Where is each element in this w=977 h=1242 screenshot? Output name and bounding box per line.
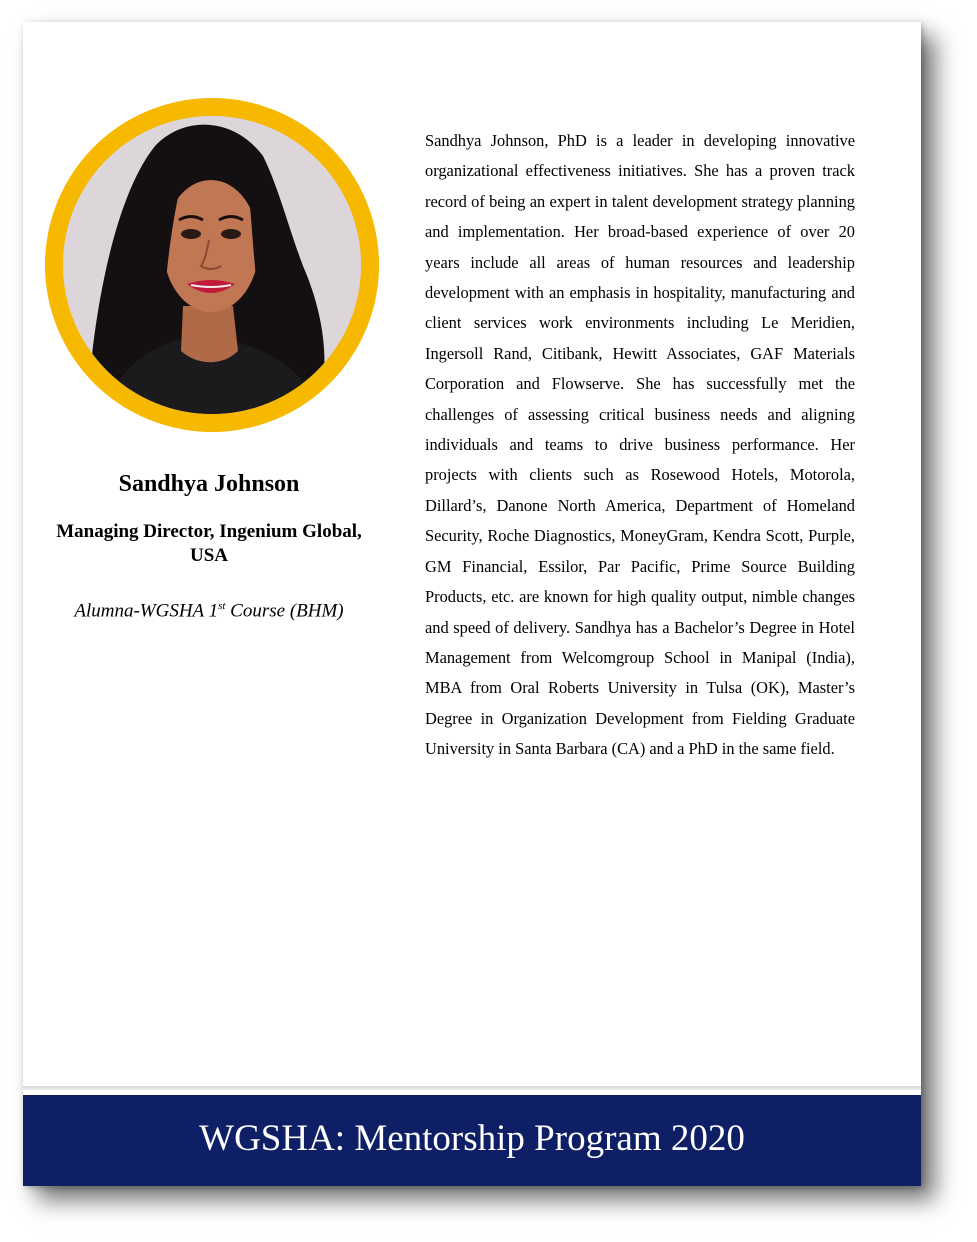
footer-band xyxy=(23,1095,921,1186)
biography-text: Sandhya Johnson, PhD is a leader in developing innovative organizational effectiveness initiatives. She has a proven track record of being an expert in talent development strategy planning and implementation. Her broad-based experience of over 20 years include all areas of human resources and leadership development with an emphasis in hospitality, manufacturing and client services work environments including Le Meridien, Ingersoll Rand, Citibank, Hewitt Associates, GAF Materials Corporation and Flowserve. She has successfully met the challenges of assessing critical business needs and aligning individuals and teams to drive business performance. Her projects with clients such as Rosewood Hotels, Motorola, Dillard’s, Danone North America, Department of Homeland Security, Roche Diagnostics, MoneyGram, Kendra Scott, Purple, GM Financial, Essilor, Par Pacific, Prime Source Building Products, etc. are known for high quality output, nimble changes and speed of delivery. Sandhya has a Bachelor’s Degree in Hotel Management from Welcomgroup School in Manipal (India), MBA from Oral Roberts University in Tulsa (OK), Master’s Degree in Organization Development from Fielding Graduate University in Santa Barbara (CA) and a PhD in the same field. xyxy=(425,131,855,759)
alumna-line xyxy=(45,594,373,623)
alumna-ordinal: st xyxy=(218,600,226,612)
alumna-suffix: Course (BHM) xyxy=(225,600,344,622)
person-name: Sandhya Johnson xyxy=(118,471,300,497)
portrait-frame xyxy=(45,98,379,432)
portrait-photo xyxy=(63,116,361,414)
portrait-illustration xyxy=(63,116,361,414)
alumna-prefix: Alumna-WGSHA 1 xyxy=(74,600,219,622)
footer-title: WGSHA: Mentorship Program 2020 xyxy=(199,1118,745,1159)
profile-page xyxy=(23,22,921,1186)
profile-info xyxy=(45,468,373,623)
person-position: Managing Director, Ingenium Global, USA xyxy=(56,521,362,566)
footer-divider xyxy=(23,1086,921,1090)
